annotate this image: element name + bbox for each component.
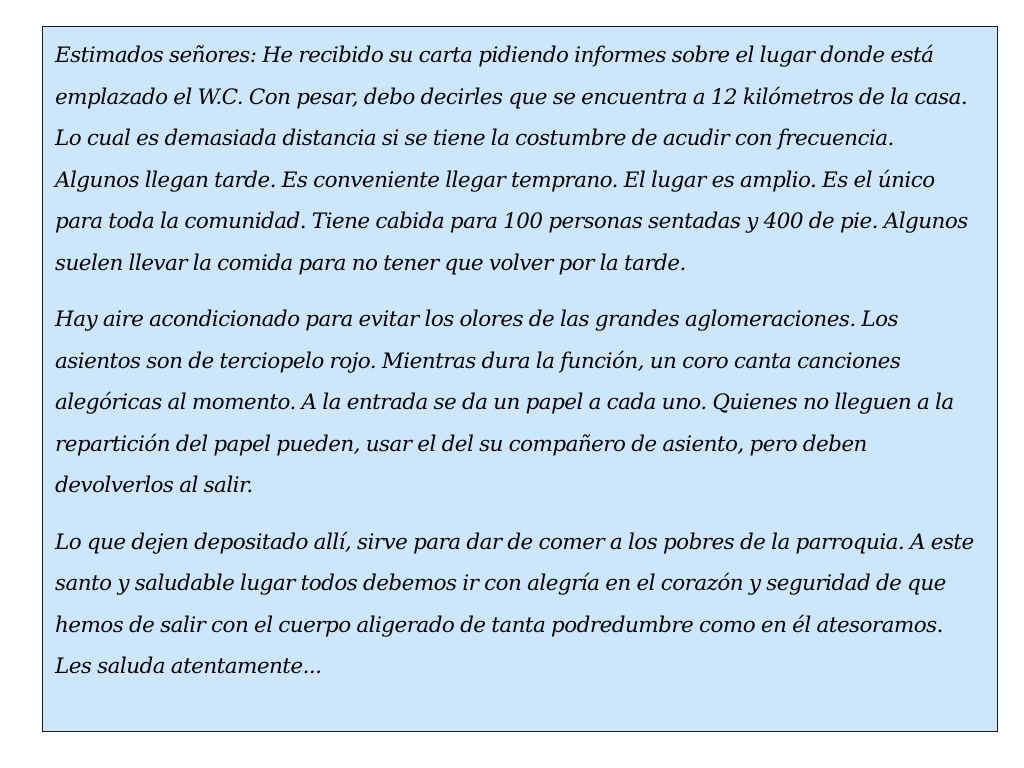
letter-text-box bbox=[42, 26, 998, 732]
letter-paragraph-2: Hay aire acondicionado para evitar los olores de las grandes aglomeraciones. Los asientos son de terciopelo rojo. Mientras dura la función, un coro canta canciones alegóricas al momento. A la entrada se da un papel a cada uno. Quienes no lleguen a la repartición del papel pueden, usar el del su compañero de asiento, pero deben devolverlos al salir. bbox=[55, 307, 954, 498]
letter-paragraph-1: Estimados señores: He recibido su carta pidiendo informes sobre el lugar donde está emplazado el W.C. Con pesar, debo decirles que se encuentra a 12 kilómetros de la casa. Lo cual es demasiada distancia si se tiene la costumbre de acudir con frecuencia. Algunos llegan tarde. Es conveniente llegar temprano. El lugar es amplio. Es el único para toda la comunidad. Tiene cabida para 100 personas sentadas y 400 de pie. Algunos suelen llevar la comida para no tener que volver por la tarde. bbox=[55, 43, 968, 276]
letter-paragraph-3: Lo que dejen depositado allí, sirve para dar de comer a los pobres de la parroquia. A este santo y saludable lugar todos debemos ir con alegría en el corazón y seguridad de que hemos de salir con el cuerpo aligerado de tanta podredumbre como en él atesoramos. Les saluda atentamente... bbox=[55, 529, 974, 679]
